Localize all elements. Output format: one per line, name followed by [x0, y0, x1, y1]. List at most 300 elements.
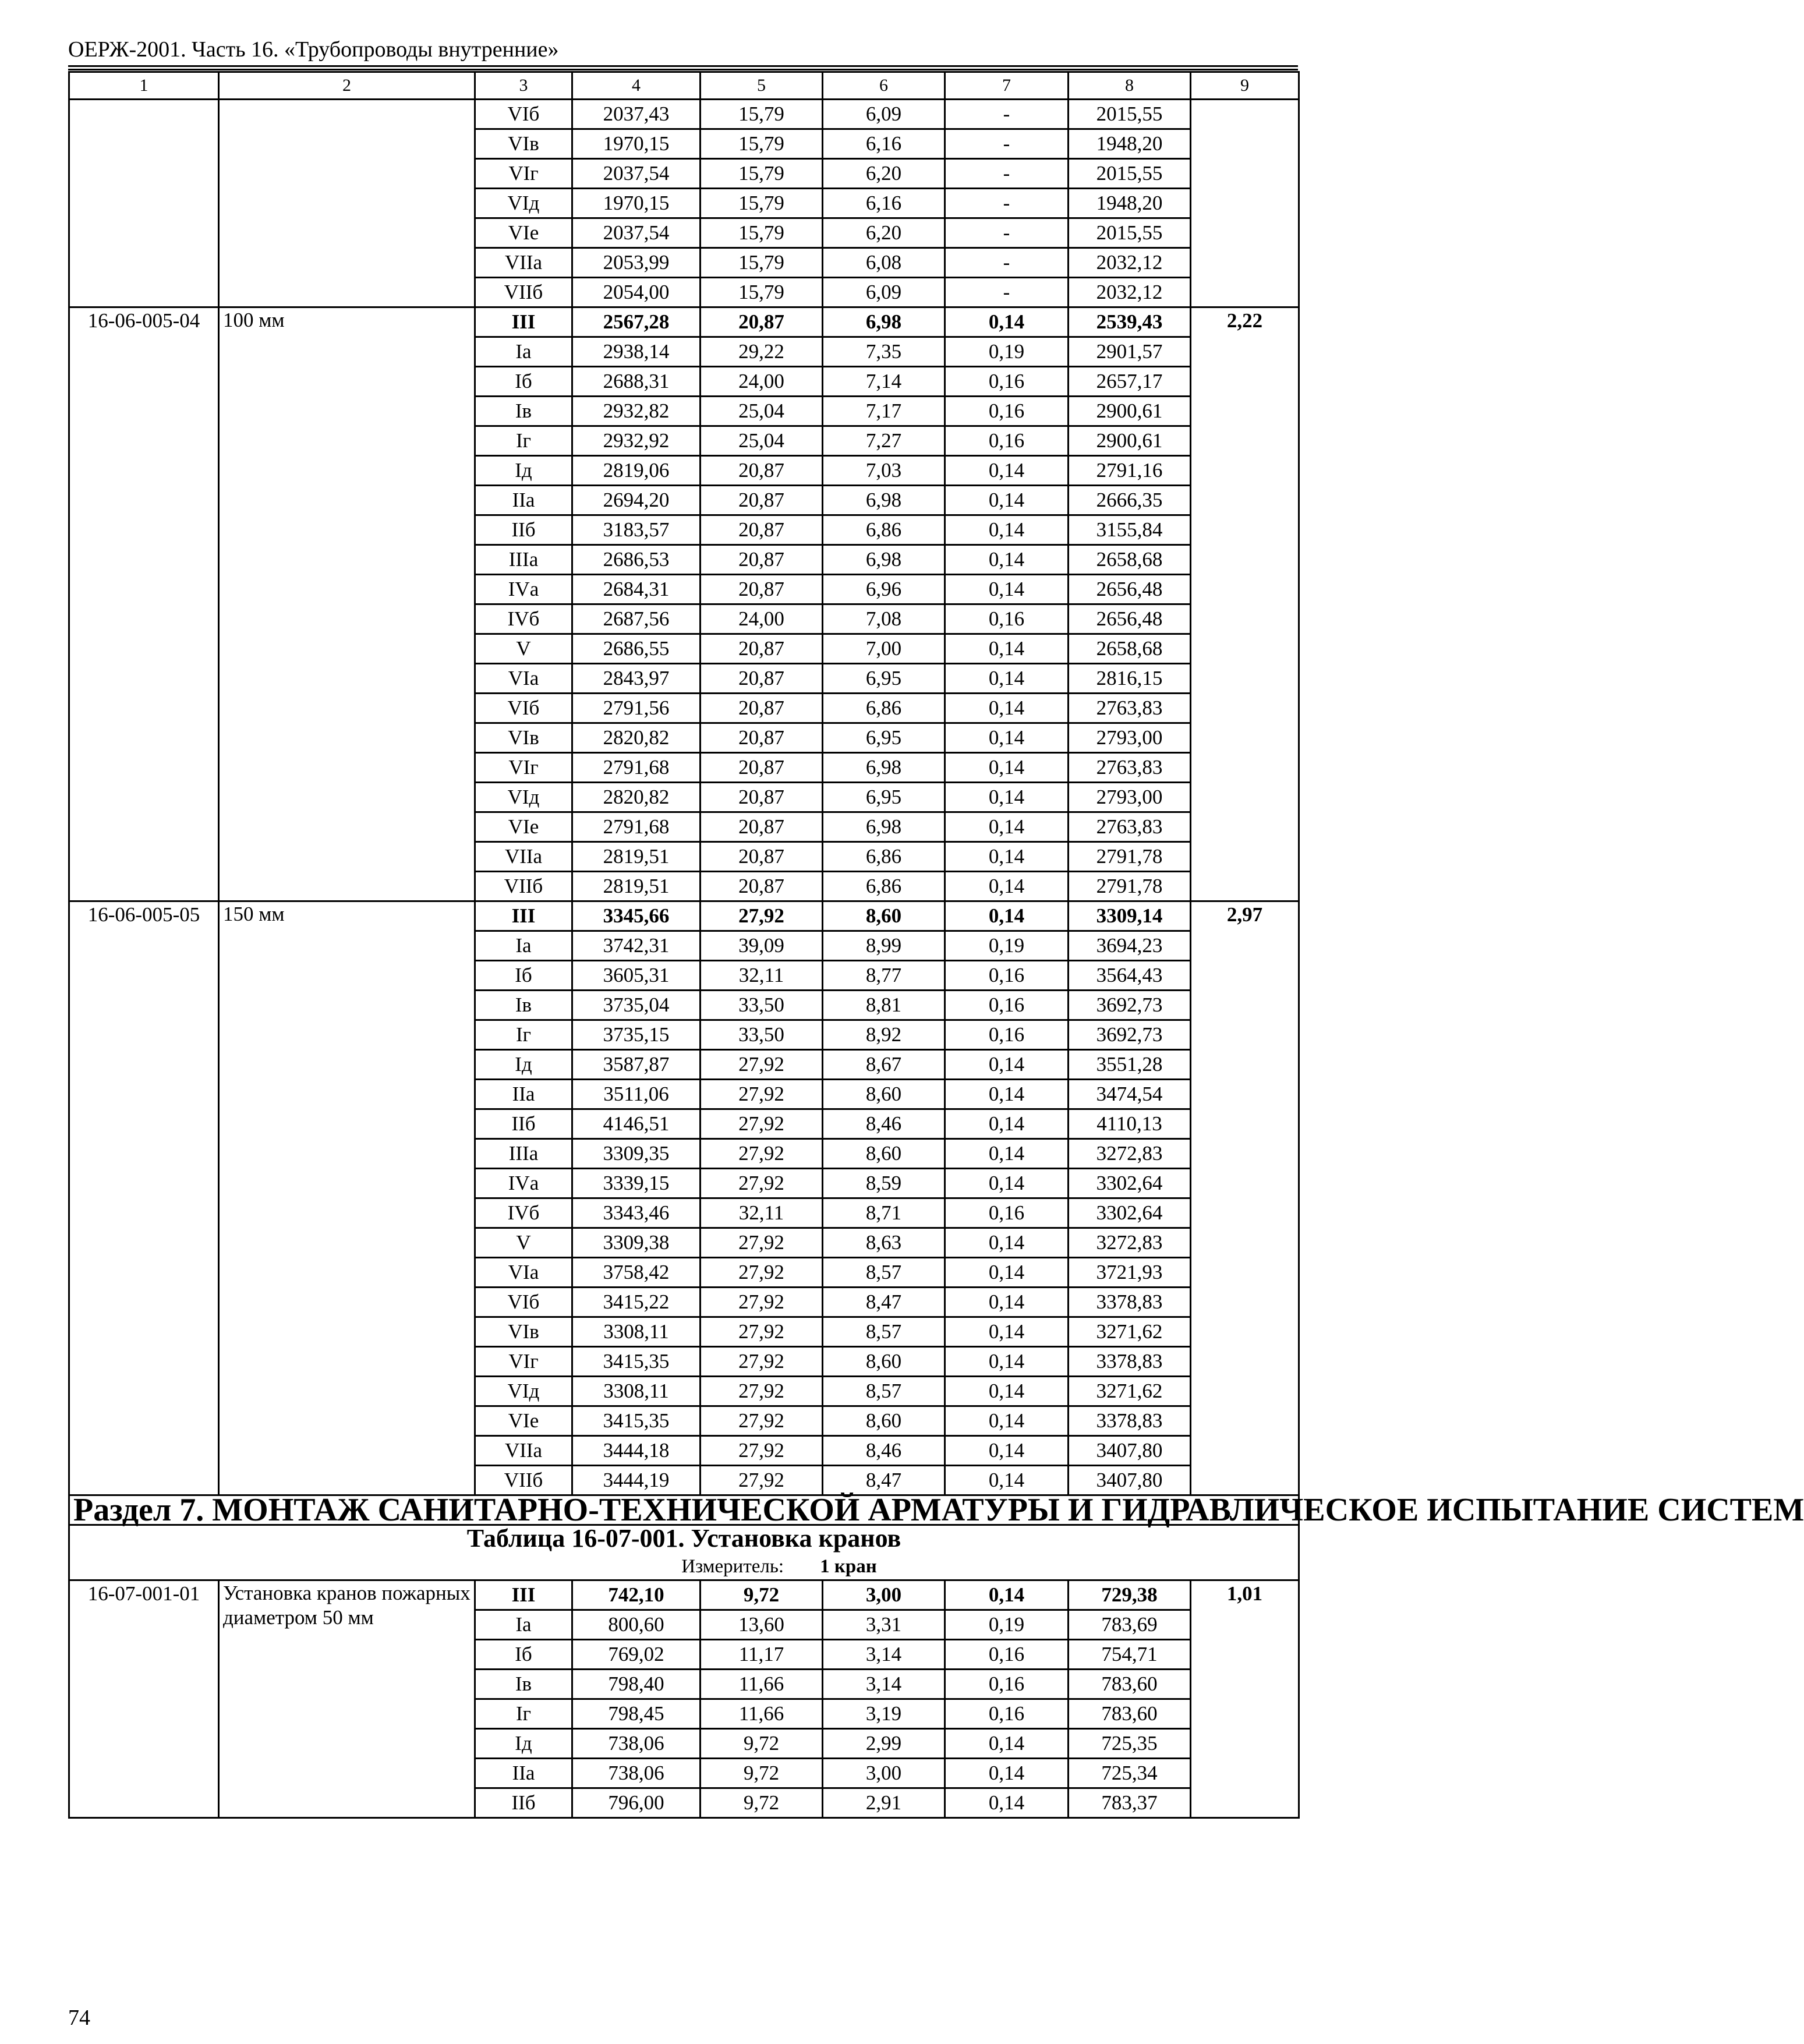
- value-cell: 3511,06: [572, 1080, 701, 1109]
- value-cell: 6,86: [823, 694, 945, 723]
- value-cell: 2900,61: [1069, 397, 1191, 426]
- value-cell: 2015,55: [1069, 218, 1191, 248]
- value-cell: 2816,15: [1069, 664, 1191, 694]
- section-row: [69, 1495, 1299, 1525]
- column-number: 6: [823, 72, 945, 100]
- value-cell: VIIа: [475, 842, 572, 872]
- value-cell: 0,14: [945, 1436, 1069, 1466]
- value-cell: 0,14: [945, 842, 1069, 872]
- value-cell: 3271,62: [1069, 1317, 1191, 1347]
- value-cell: 8,99: [823, 931, 945, 961]
- measure-line: [73, 1554, 1294, 1579]
- value-cell: V: [475, 634, 572, 664]
- value-cell: Iб: [475, 961, 572, 991]
- value-cell: 0,14: [945, 486, 1069, 515]
- value-cell: 725,35: [1069, 1729, 1191, 1759]
- value-cell: 27,92: [701, 1288, 823, 1317]
- value-cell: 27,92: [701, 1169, 823, 1198]
- value-cell: -: [945, 248, 1069, 278]
- value-cell: 6,20: [823, 159, 945, 189]
- value-cell: 27,92: [701, 1466, 823, 1495]
- value-cell: 7,00: [823, 634, 945, 664]
- value-cell: 2843,97: [572, 664, 701, 694]
- col9-cell-empty: [1191, 100, 1299, 307]
- value-cell: VIIб: [475, 278, 572, 307]
- value-cell: 783,60: [1069, 1699, 1191, 1729]
- value-cell: 8,60: [823, 1347, 945, 1377]
- value-cell: 20,87: [701, 664, 823, 694]
- value-cell: 7,14: [823, 367, 945, 397]
- value-cell: Iв: [475, 397, 572, 426]
- value-cell: 3308,11: [572, 1317, 701, 1347]
- value-cell: 27,92: [701, 901, 823, 931]
- value-cell: 3309,35: [572, 1139, 701, 1169]
- col9-cell: 1,01: [1191, 1580, 1299, 1818]
- value-cell: VIIа: [475, 248, 572, 278]
- value-cell: VIг: [475, 159, 572, 189]
- value-cell: 8,57: [823, 1377, 945, 1406]
- value-cell: 3378,83: [1069, 1406, 1191, 1436]
- value-cell: 3415,22: [572, 1288, 701, 1317]
- value-cell: 15,79: [701, 129, 823, 159]
- value-cell: 3758,42: [572, 1258, 701, 1288]
- value-cell: Iа: [475, 931, 572, 961]
- value-cell: 9,72: [701, 1580, 823, 1610]
- value-cell: 3302,64: [1069, 1198, 1191, 1228]
- value-cell: 3,19: [823, 1699, 945, 1729]
- value-cell: 8,60: [823, 1139, 945, 1169]
- running-header: ОЕРЖ-2001. Часть 16. «Трубопроводы внутренние»: [68, 37, 559, 62]
- value-cell: 2684,31: [572, 575, 701, 604]
- value-cell: 7,08: [823, 604, 945, 634]
- value-cell: 0,14: [945, 1466, 1069, 1495]
- value-cell: 27,92: [701, 1109, 823, 1139]
- value-cell: 20,87: [701, 486, 823, 515]
- value-cell: 2694,20: [572, 486, 701, 515]
- value-cell: 3415,35: [572, 1406, 701, 1436]
- value-cell: IVа: [475, 575, 572, 604]
- value-cell: 4110,13: [1069, 1109, 1191, 1139]
- value-cell: 33,50: [701, 991, 823, 1020]
- value-cell: 6,86: [823, 515, 945, 545]
- value-cell: 9,72: [701, 1788, 823, 1818]
- value-cell: Iб: [475, 1640, 572, 1670]
- value-cell: 2658,68: [1069, 545, 1191, 575]
- value-cell: 2037,43: [572, 100, 701, 129]
- value-cell: 2015,55: [1069, 159, 1191, 189]
- value-cell: 2,99: [823, 1729, 945, 1759]
- value-cell: 0,19: [945, 337, 1069, 367]
- value-cell: 0,16: [945, 1670, 1069, 1699]
- value-cell: Iб: [475, 367, 572, 397]
- value-cell: 0,14: [945, 1788, 1069, 1818]
- value-cell: VIв: [475, 129, 572, 159]
- value-cell: 2932,92: [572, 426, 701, 456]
- table-title-cell: [69, 1525, 1299, 1580]
- name-cell-empty: [219, 100, 475, 307]
- value-cell: 2901,57: [1069, 337, 1191, 367]
- value-cell: 2567,28: [572, 307, 701, 337]
- value-cell: 25,04: [701, 426, 823, 456]
- value-cell: 0,14: [945, 664, 1069, 694]
- value-cell: 2819,06: [572, 456, 701, 486]
- value-cell: 798,40: [572, 1670, 701, 1699]
- value-cell: 2657,17: [1069, 367, 1191, 397]
- measure-label: Измеритель:: [681, 1556, 784, 1577]
- value-cell: 27,92: [701, 1258, 823, 1288]
- value-cell: 2819,51: [572, 872, 701, 901]
- value-cell: 15,79: [701, 218, 823, 248]
- value-cell: VIе: [475, 218, 572, 248]
- value-cell: 3692,73: [1069, 991, 1191, 1020]
- value-cell: 6,98: [823, 307, 945, 337]
- value-cell: 0,16: [945, 367, 1069, 397]
- value-cell: 29,22: [701, 337, 823, 367]
- value-cell: Iа: [475, 337, 572, 367]
- value-cell: VIб: [475, 1288, 572, 1317]
- value-cell: 2054,00: [572, 278, 701, 307]
- value-cell: 9,72: [701, 1759, 823, 1788]
- value-cell: 3735,15: [572, 1020, 701, 1050]
- value-cell: 3378,83: [1069, 1288, 1191, 1317]
- value-cell: 2791,78: [1069, 842, 1191, 872]
- value-cell: 725,34: [1069, 1759, 1191, 1788]
- value-cell: 20,87: [701, 723, 823, 753]
- value-cell: 2791,78: [1069, 872, 1191, 901]
- value-cell: 3308,11: [572, 1377, 701, 1406]
- value-cell: 11,66: [701, 1699, 823, 1729]
- value-cell: 2656,48: [1069, 575, 1191, 604]
- value-cell: 3742,31: [572, 931, 701, 961]
- value-cell: 3444,18: [572, 1436, 701, 1466]
- value-cell: 3551,28: [1069, 1050, 1191, 1080]
- value-cell: IVб: [475, 1198, 572, 1228]
- value-cell: III: [475, 1580, 572, 1610]
- value-cell: 6,86: [823, 842, 945, 872]
- value-cell: 0,14: [945, 723, 1069, 753]
- value-cell: 2656,48: [1069, 604, 1191, 634]
- value-cell: 3605,31: [572, 961, 701, 991]
- value-cell: 2763,83: [1069, 694, 1191, 723]
- value-cell: 783,60: [1069, 1670, 1191, 1699]
- value-cell: 20,87: [701, 842, 823, 872]
- measure-value: 1 кран: [820, 1556, 877, 1577]
- column-number-row: [69, 72, 1299, 100]
- column-number: 1: [69, 72, 219, 100]
- value-cell: 2053,99: [572, 248, 701, 278]
- value-cell: 7,27: [823, 426, 945, 456]
- value-cell: 27,92: [701, 1377, 823, 1406]
- value-cell: 6,98: [823, 753, 945, 783]
- value-cell: 20,87: [701, 783, 823, 812]
- value-cell: -: [945, 189, 1069, 218]
- value-cell: VIе: [475, 812, 572, 842]
- value-cell: 742,10: [572, 1580, 701, 1610]
- value-cell: 7,17: [823, 397, 945, 426]
- value-cell: 2037,54: [572, 159, 701, 189]
- value-cell: 6,16: [823, 129, 945, 159]
- value-cell: 2015,55: [1069, 100, 1191, 129]
- col9-cell: 2,97: [1191, 901, 1299, 1495]
- value-cell: 0,14: [945, 1258, 1069, 1288]
- value-cell: 15,79: [701, 189, 823, 218]
- value-cell: 3,31: [823, 1610, 945, 1640]
- value-cell: 0,16: [945, 604, 1069, 634]
- column-number: 5: [701, 72, 823, 100]
- value-cell: 2791,16: [1069, 456, 1191, 486]
- value-cell: Iг: [475, 1699, 572, 1729]
- value-cell: 3272,83: [1069, 1228, 1191, 1258]
- value-cell: VIIб: [475, 1466, 572, 1495]
- header-rule: [68, 65, 1298, 67]
- value-cell: 27,92: [701, 1139, 823, 1169]
- value-cell: 27,92: [701, 1317, 823, 1347]
- value-cell: 20,87: [701, 456, 823, 486]
- value-cell: 13,60: [701, 1610, 823, 1640]
- value-cell: VIб: [475, 100, 572, 129]
- value-cell: 15,79: [701, 100, 823, 129]
- value-cell: 8,67: [823, 1050, 945, 1080]
- value-cell: 4146,51: [572, 1109, 701, 1139]
- value-cell: VIг: [475, 753, 572, 783]
- value-cell: 3587,87: [572, 1050, 701, 1080]
- value-cell: 3309,38: [572, 1228, 701, 1258]
- value-cell: 20,87: [701, 872, 823, 901]
- value-cell: VIд: [475, 1377, 572, 1406]
- value-cell: IIIа: [475, 545, 572, 575]
- value-cell: 2793,00: [1069, 783, 1191, 812]
- value-cell: Iд: [475, 1729, 572, 1759]
- value-cell: IVб: [475, 604, 572, 634]
- value-cell: IVа: [475, 1169, 572, 1198]
- value-cell: -: [945, 100, 1069, 129]
- value-cell: Iг: [475, 1020, 572, 1050]
- value-cell: 0,14: [945, 1729, 1069, 1759]
- value-cell: 27,92: [701, 1406, 823, 1436]
- value-cell: 0,14: [945, 1109, 1069, 1139]
- value-cell: 0,14: [945, 456, 1069, 486]
- value-cell: 8,47: [823, 1466, 945, 1495]
- value-cell: Iд: [475, 456, 572, 486]
- value-cell: 2791,56: [572, 694, 701, 723]
- value-cell: 0,19: [945, 931, 1069, 961]
- value-cell: 11,66: [701, 1670, 823, 1699]
- value-cell: 0,14: [945, 1347, 1069, 1377]
- value-cell: 15,79: [701, 248, 823, 278]
- value-cell: 15,79: [701, 159, 823, 189]
- value-cell: 0,16: [945, 991, 1069, 1020]
- value-cell: 32,11: [701, 1198, 823, 1228]
- table-row: [69, 307, 1299, 337]
- value-cell: 32,11: [701, 961, 823, 991]
- value-cell: 8,57: [823, 1317, 945, 1347]
- value-cell: 1970,15: [572, 129, 701, 159]
- value-cell: Iв: [475, 1670, 572, 1699]
- name-cell: Установка кранов пожарных диаметром 50 мм: [219, 1580, 475, 1818]
- value-cell: 2820,82: [572, 723, 701, 753]
- value-cell: 20,87: [701, 753, 823, 783]
- value-cell: 3474,54: [1069, 1080, 1191, 1109]
- column-number: 4: [572, 72, 701, 100]
- value-cell: III: [475, 307, 572, 337]
- price-table: [68, 71, 1804, 1819]
- value-cell: 8,46: [823, 1436, 945, 1466]
- value-cell: 8,59: [823, 1169, 945, 1198]
- value-cell: IIа: [475, 1080, 572, 1109]
- value-cell: 6,98: [823, 545, 945, 575]
- value-cell: 2900,61: [1069, 426, 1191, 456]
- value-cell: 738,06: [572, 1759, 701, 1788]
- value-cell: 3272,83: [1069, 1139, 1191, 1169]
- value-cell: Iг: [475, 426, 572, 456]
- value-cell: 25,04: [701, 397, 823, 426]
- value-cell: 3343,46: [572, 1198, 701, 1228]
- value-cell: 0,14: [945, 753, 1069, 783]
- value-cell: 6,96: [823, 575, 945, 604]
- value-cell: Iа: [475, 1610, 572, 1640]
- value-cell: Iд: [475, 1050, 572, 1080]
- table-row: [69, 100, 1299, 129]
- value-cell: 2686,55: [572, 634, 701, 664]
- value-cell: 39,09: [701, 931, 823, 961]
- value-cell: 3,14: [823, 1670, 945, 1699]
- value-cell: 6,95: [823, 723, 945, 753]
- value-cell: 8,60: [823, 901, 945, 931]
- value-cell: 3407,80: [1069, 1436, 1191, 1466]
- value-cell: 2938,14: [572, 337, 701, 367]
- value-cell: 0,16: [945, 397, 1069, 426]
- value-cell: 0,14: [945, 634, 1069, 664]
- value-cell: 3309,14: [1069, 901, 1191, 931]
- table-title: Таблица 16-07-001. Установка кранов: [466, 1524, 901, 1553]
- column-number: 7: [945, 72, 1069, 100]
- value-cell: 2688,31: [572, 367, 701, 397]
- value-cell: 2,91: [823, 1788, 945, 1818]
- value-cell: 0,14: [945, 783, 1069, 812]
- value-cell: 738,06: [572, 1729, 701, 1759]
- value-cell: 24,00: [701, 604, 823, 634]
- value-cell: 3721,93: [1069, 1258, 1191, 1288]
- code-cell-empty: [69, 100, 219, 307]
- value-cell: 27,92: [701, 1228, 823, 1258]
- value-cell: 8,71: [823, 1198, 945, 1228]
- value-cell: 6,95: [823, 664, 945, 694]
- value-cell: 798,45: [572, 1699, 701, 1729]
- value-cell: 0,14: [945, 1580, 1069, 1610]
- value-cell: 8,77: [823, 961, 945, 991]
- value-cell: 769,02: [572, 1640, 701, 1670]
- value-cell: 0,14: [945, 872, 1069, 901]
- value-cell: 6,86: [823, 872, 945, 901]
- value-cell: VIд: [475, 783, 572, 812]
- value-cell: 0,16: [945, 426, 1069, 456]
- name-cell: 150 мм: [219, 901, 475, 1495]
- value-cell: 8,46: [823, 1109, 945, 1139]
- value-cell: 0,14: [945, 1759, 1069, 1788]
- value-cell: 6,98: [823, 812, 945, 842]
- value-cell: 7,35: [823, 337, 945, 367]
- value-cell: 15,79: [701, 278, 823, 307]
- value-cell: 0,14: [945, 901, 1069, 931]
- value-cell: 2763,83: [1069, 812, 1191, 842]
- column-number: 2: [219, 72, 475, 100]
- value-cell: 3302,64: [1069, 1169, 1191, 1198]
- value-cell: 2932,82: [572, 397, 701, 426]
- value-cell: IIб: [475, 1109, 572, 1139]
- value-cell: IIа: [475, 486, 572, 515]
- value-cell: VIа: [475, 664, 572, 694]
- value-cell: 2687,56: [572, 604, 701, 634]
- value-cell: 8,60: [823, 1080, 945, 1109]
- value-cell: 3345,66: [572, 901, 701, 931]
- value-cell: 8,47: [823, 1288, 945, 1317]
- column-number: 9: [1191, 72, 1299, 100]
- value-cell: 2032,12: [1069, 278, 1191, 307]
- value-cell: VIа: [475, 1258, 572, 1288]
- value-cell: 2032,12: [1069, 248, 1191, 278]
- column-number: 8: [1069, 72, 1191, 100]
- value-cell: 796,00: [572, 1788, 701, 1818]
- value-cell: 0,14: [945, 307, 1069, 337]
- value-cell: IIа: [475, 1759, 572, 1788]
- value-cell: 0,16: [945, 1640, 1069, 1670]
- value-cell: 3183,57: [572, 515, 701, 545]
- value-cell: 0,16: [945, 961, 1069, 991]
- value-cell: 3,14: [823, 1640, 945, 1670]
- value-cell: 2791,68: [572, 753, 701, 783]
- section-title: Раздел 7. МОНТАЖ САНИТАРНО-ТЕХНИЧЕСКОЙ АРМАТУРЫ И ГИДРАВЛИЧЕСКОЕ ИСПЫТАНИЕ СИСТЕМ: [69, 1495, 1299, 1525]
- table-title-row: [69, 1525, 1299, 1580]
- value-cell: 27,92: [701, 1347, 823, 1377]
- value-cell: 20,87: [701, 694, 823, 723]
- value-cell: Iв: [475, 991, 572, 1020]
- value-cell: 3339,15: [572, 1169, 701, 1198]
- value-cell: IIIа: [475, 1139, 572, 1169]
- value-cell: 0,14: [945, 1377, 1069, 1406]
- code-cell: 16-06-005-04: [69, 307, 219, 901]
- value-cell: 6,98: [823, 486, 945, 515]
- col9-cell: 2,22: [1191, 307, 1299, 901]
- value-cell: 8,60: [823, 1406, 945, 1436]
- value-cell: 3692,73: [1069, 1020, 1191, 1050]
- value-cell: 6,16: [823, 189, 945, 218]
- value-cell: VIг: [475, 1347, 572, 1377]
- page-number: 74: [68, 2006, 90, 2030]
- name-cell: 100 мм: [219, 307, 475, 901]
- value-cell: 27,92: [701, 1050, 823, 1080]
- value-cell: 0,14: [945, 515, 1069, 545]
- value-cell: 3564,43: [1069, 961, 1191, 991]
- value-cell: 3378,83: [1069, 1347, 1191, 1377]
- value-cell: VIд: [475, 189, 572, 218]
- value-cell: VIв: [475, 723, 572, 753]
- code-cell: 16-06-005-05: [69, 901, 219, 1495]
- code-cell: 16-07-001-01: [69, 1580, 219, 1818]
- value-cell: 3271,62: [1069, 1377, 1191, 1406]
- value-cell: 3694,23: [1069, 931, 1191, 961]
- column-number: 3: [475, 72, 572, 100]
- value-cell: 20,87: [701, 812, 823, 842]
- value-cell: 8,92: [823, 1020, 945, 1050]
- value-cell: VIб: [475, 694, 572, 723]
- value-cell: 0,16: [945, 1020, 1069, 1050]
- value-cell: 3735,04: [572, 991, 701, 1020]
- value-cell: 33,50: [701, 1020, 823, 1050]
- value-cell: 1948,20: [1069, 129, 1191, 159]
- value-cell: 8,81: [823, 991, 945, 1020]
- value-cell: 0,14: [945, 575, 1069, 604]
- value-cell: 8,63: [823, 1228, 945, 1258]
